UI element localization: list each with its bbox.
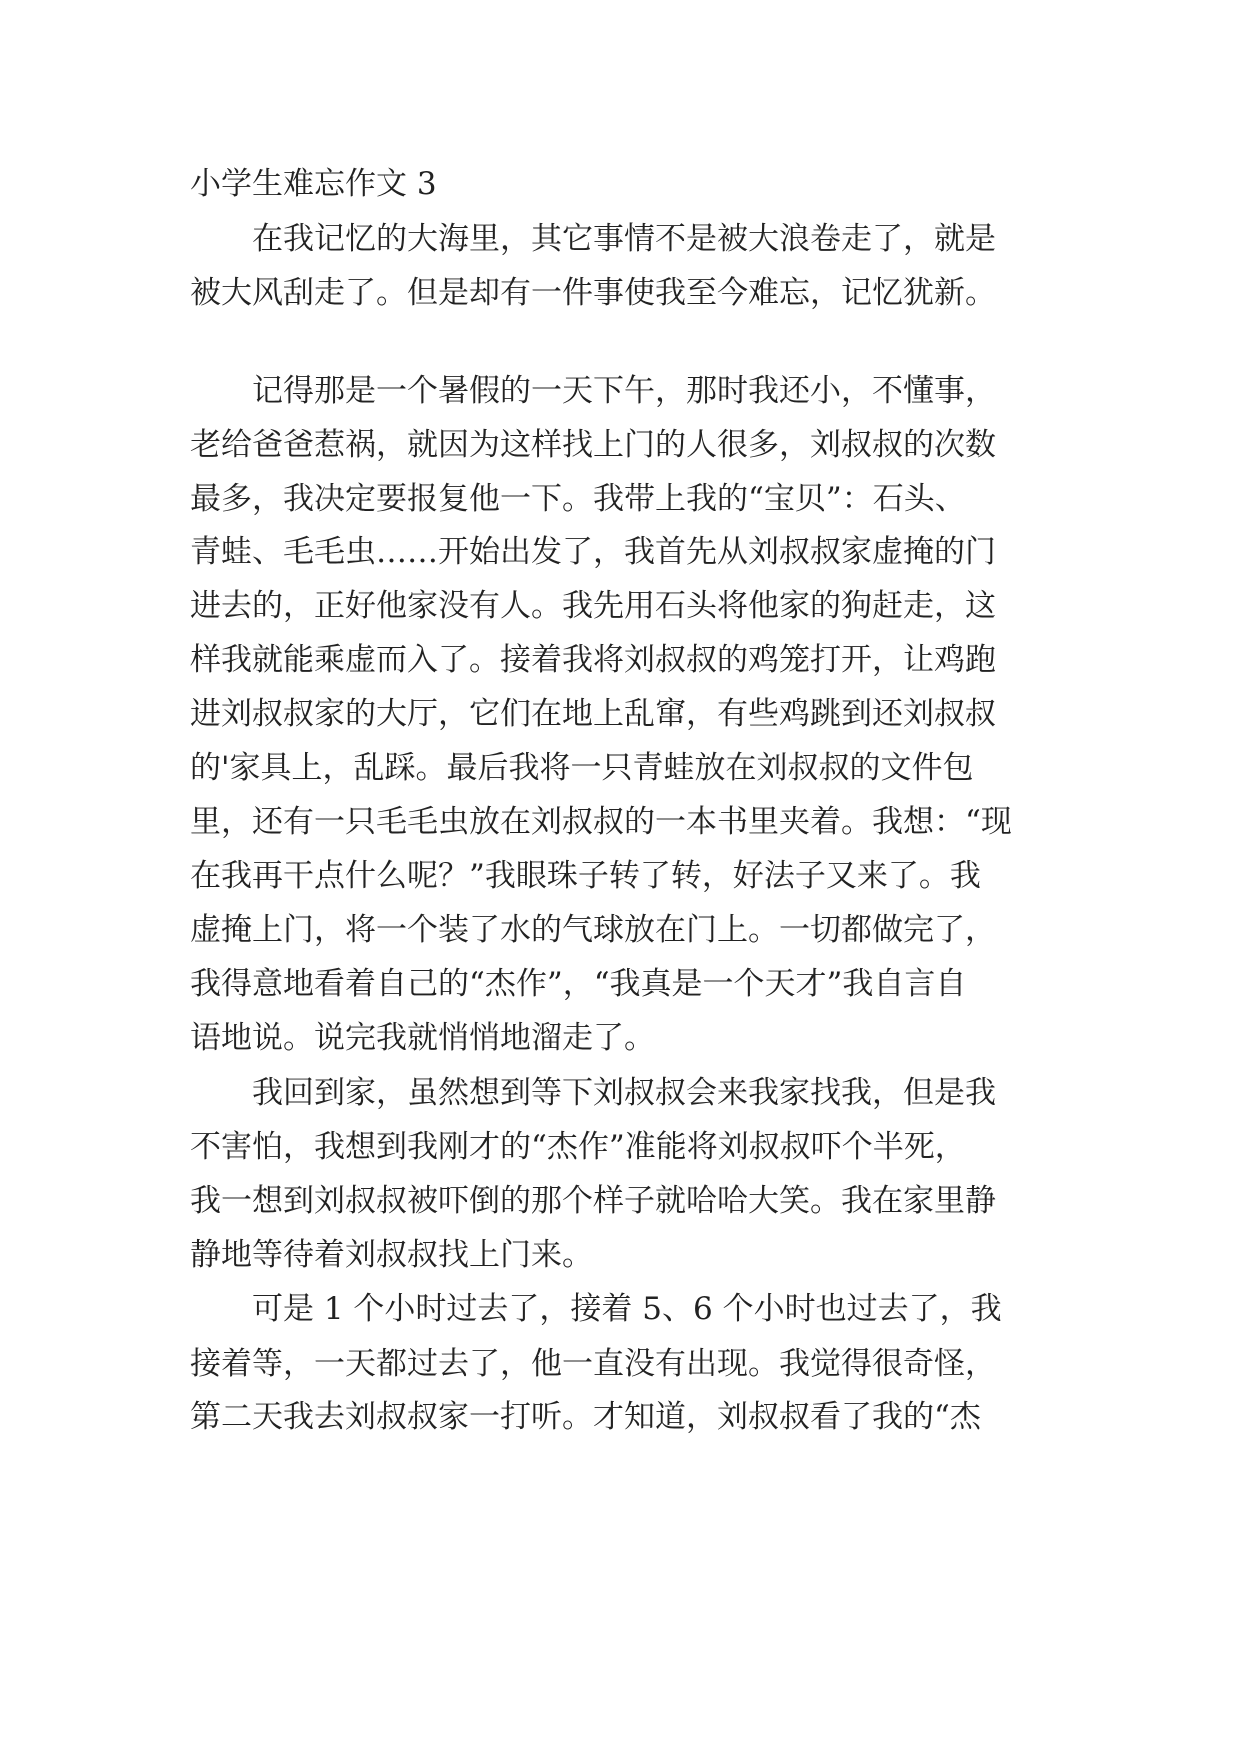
text-line: 静地等待着刘叔叔找上门来。 [190,1237,593,1273]
text-line: 语地说。说完我就悄悄地溜走了。 [190,1020,655,1056]
text-line: 在我记忆的大海里，其它事情不是被大浪卷走了，就是 [190,221,996,257]
text-line: 样我就能乘虚而入了。接着我将刘叔叔的鸡笼打开，让鸡跑 [190,642,996,678]
text-line: 接着等，一天都过去了，他一直没有出现。我觉得很奇怪， [190,1346,996,1382]
text-line: 在我再干点什么呢？”我眼珠子转了转，好法子又来了。我 [190,858,981,894]
text-line: 我得意地看着自己的“杰作”，“我真是一个天才”我自言自 [190,966,967,1002]
text-line: 被大风刮走了。但是却有一件事使我至今难忘，记忆犹新。 [190,275,996,311]
text-line: 青蛙、毛毛虫……开始出发了，我首先从刘叔叔家虚掩的门 [190,534,996,570]
text-line: 里，还有一只毛毛虫放在刘叔叔的一本书里夹着。我想：“现 [190,804,1012,840]
text-line: 不害怕，我想到我刚才的“杰作”准能将刘叔叔吓个半死， [190,1129,966,1165]
text-line: 老给爸爸惹祸，就因为这样找上门的人很多，刘叔叔的次数 [190,427,996,463]
text-line: 记得那是一个暑假的一天下午，那时我还小，不懂事， [190,373,996,409]
text-line: 虚掩上门，将一个装了水的气球放在门上。一切都做完了， [190,912,996,948]
text-line: 可是 1 个小时过去了，接着 5、6 个小时也过去了，我 [190,1291,1002,1327]
page-title: 小学生难忘作文 3 [190,166,437,202]
text-line: 第二天我去刘叔叔家一打听。才知道，刘叔叔看了我的“杰 [190,1399,981,1435]
text-line: 进刘叔叔家的大厅，它们在地上乱窜，有些鸡跳到还刘叔叔 [190,696,996,732]
text-line: 我一想到刘叔叔被吓倒的那个样子就哈哈大笑。我在家里静 [190,1183,996,1219]
text-line: 我回到家，虽然想到等下刘叔叔会来我家找我，但是我 [190,1075,996,1111]
text-line: 最多，我决定要报复他一下。我带上我的“宝贝”：石头、 [190,481,966,517]
text-line: 的'家具上，乱踩。最后我将一只青蛙放在刘叔叔的文件包 [190,750,974,786]
text-line: 进去的，正好他家没有人。我先用石头将他家的狗赶走，这 [190,588,996,624]
